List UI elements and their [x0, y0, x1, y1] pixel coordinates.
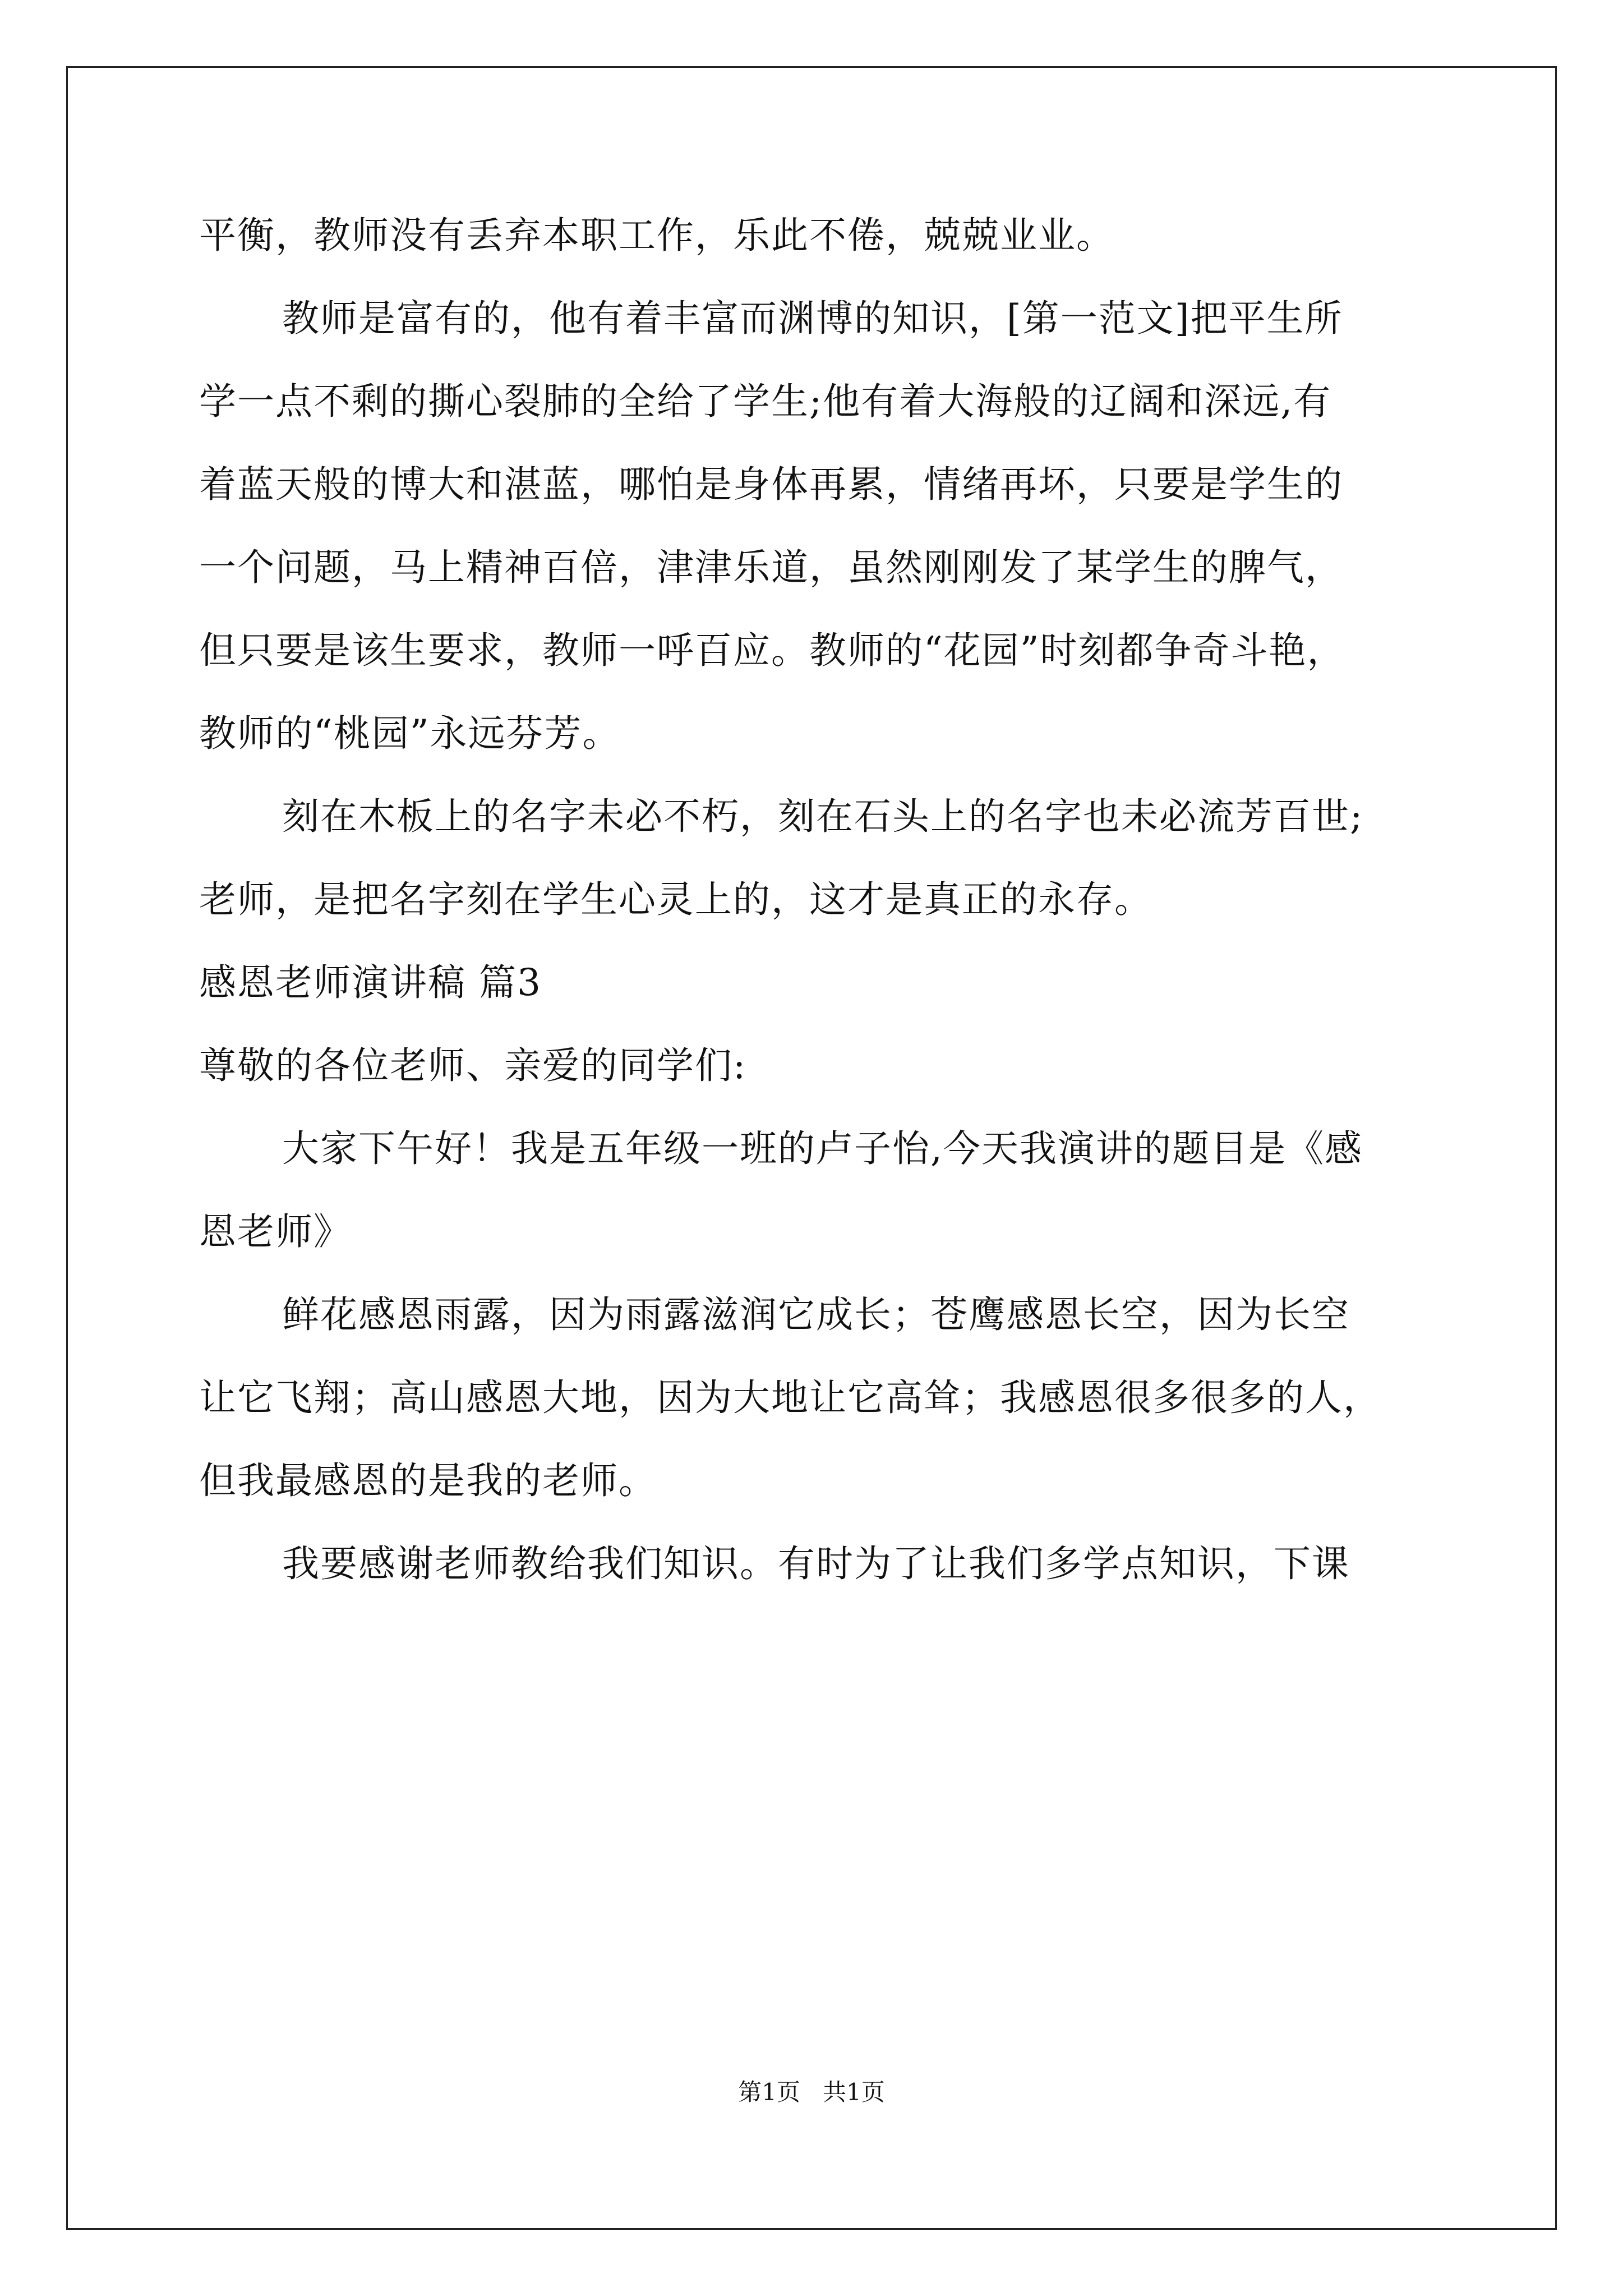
- text-line: 让它飞翔；高山感恩大地，因为大地让它高耸；我感恩很多很多的人，: [199, 1376, 1381, 1419]
- paragraph-line: 教师是富有的，他有着丰富而渊博的知识，[第一范文]把平生所: [282, 297, 1343, 340]
- paragraph-line: 我要感谢老师教给我们知识。有时为了让我们多学点知识，下课: [282, 1542, 1350, 1585]
- text-line: 老师，是把名字刻在学生心灵上的，这才是真正的永存。: [199, 878, 1152, 921]
- text-line: 但我最感恩的是我的老师。: [199, 1459, 657, 1502]
- paragraph-line: 刻在木板上的名字未必不朽，刻在石头上的名字也未必流芳百世;: [282, 795, 1364, 838]
- text-line: 着蓝天般的博大和湛蓝，哪怕是身体再累，情绪再坏，只要是学生的: [199, 463, 1343, 506]
- text-line: 一个问题，马上精神百倍，津津乐道，虽然刚刚发了某学生的脾气，: [199, 546, 1343, 589]
- text-line: 恩老师》: [199, 1210, 352, 1253]
- text-line: 平衡，教师没有丢弃本职工作，乐此不倦，兢兢业业。: [199, 214, 1114, 257]
- section-heading: 感恩老师演讲稿 篇3: [199, 961, 542, 1004]
- paragraph-line: 鲜花感恩雨露，因为雨露滋润它成长；苍鹰感恩长空，因为长空: [282, 1293, 1350, 1336]
- text-line: 但只要是该生要求，教师一呼百应。教师的“花园”时刻都争奇斗艳，: [199, 629, 1345, 672]
- text-line: 教师的“桃园”永远芬芳。: [199, 712, 621, 755]
- salutation: 尊敬的各位老师、亲爱的同学们:: [199, 1044, 747, 1087]
- page-footer: 第1页 共1页: [738, 2078, 885, 2106]
- paragraph-line: 大家下午好！我是五年级一班的卢子怡,今天我演讲的题目是《感: [282, 1127, 1363, 1170]
- text-line: 学一点不剩的撕心裂肺的全给了学生;他有着大海般的辽阔和深远,有: [199, 380, 1332, 423]
